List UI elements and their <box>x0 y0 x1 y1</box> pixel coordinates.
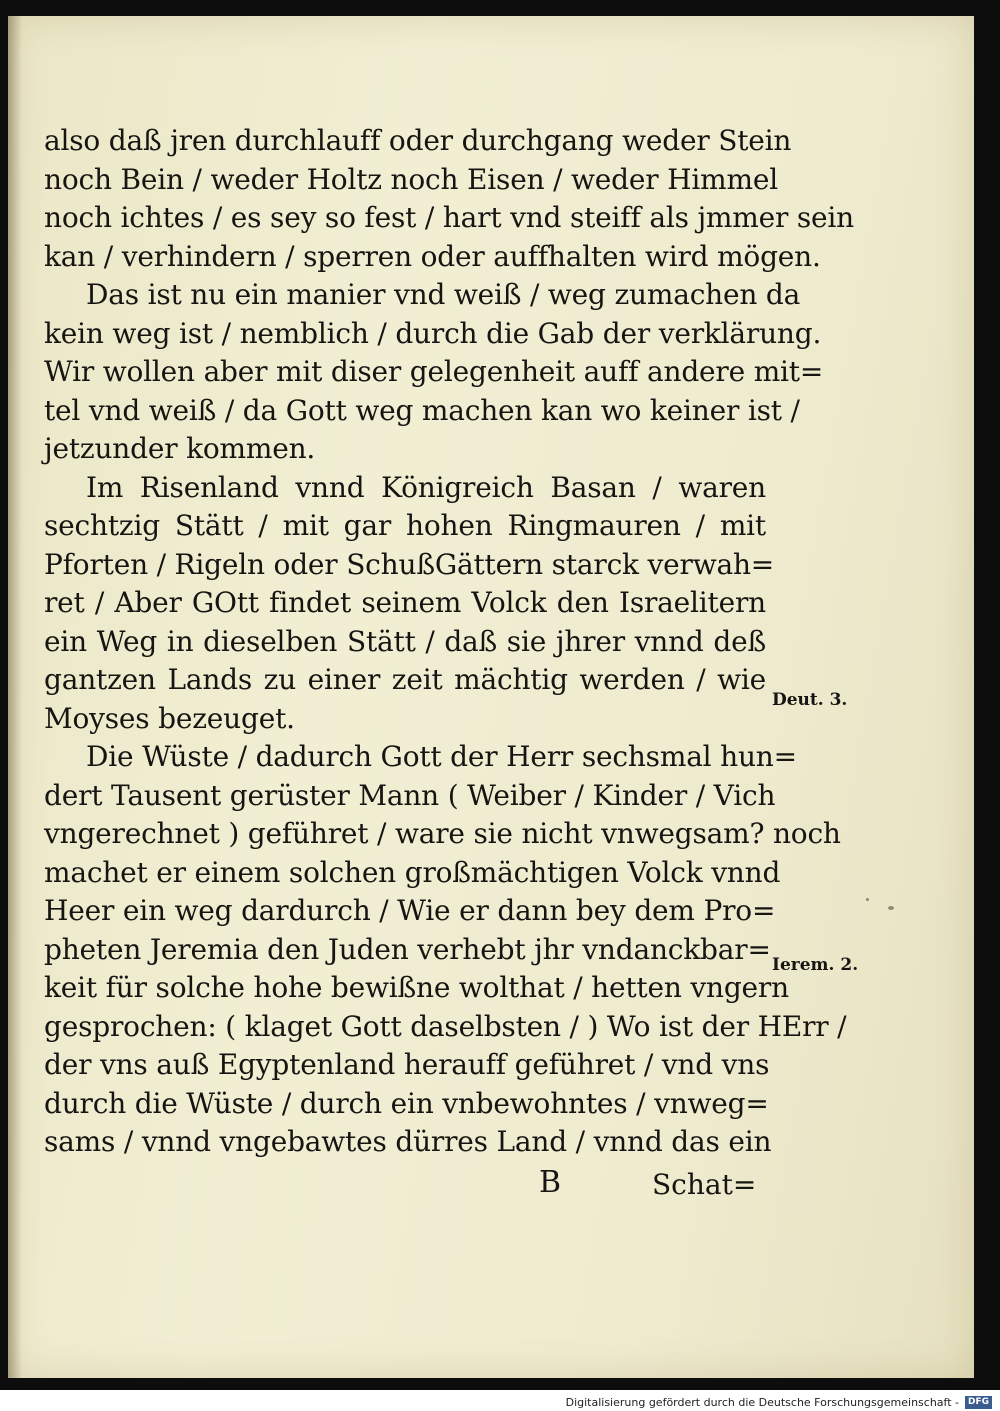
text-line: gantzen Lands zu einer zeit mächtig werden / wie <box>44 663 766 696</box>
text-line: keit für solche hohe bewißne wolthat / hetten vngern <box>44 971 789 1004</box>
paper-speck <box>888 906 894 910</box>
paper-speck <box>866 898 869 901</box>
signature-mark: B <box>538 1165 562 1200</box>
text-line: Im Risenland vnnd Königreich Basan / waren <box>86 470 766 504</box>
text-line: ein Weg in dieselben Stätt / daß sie jhrer vnnd deß <box>44 624 766 658</box>
footer <box>566 1394 992 1410</box>
text-line: vngerechnet ) geführet / ware sie nicht vnwegsam? noch <box>44 817 841 850</box>
text-line: Pforten / Rigeln oder SchußGättern starck verwah= <box>44 547 775 581</box>
text-line: pheten Jeremia den Juden verhebt jhr vndanckbar= <box>44 932 771 966</box>
catchword: Schat= <box>652 1168 757 1201</box>
margin-note-deut: Deut. 3. <box>772 690 848 710</box>
text-line: sechtzig Stätt / mit gar hohen Ringmauren / mit <box>44 509 766 542</box>
dfg-logo-icon: DFG <box>965 1396 992 1409</box>
text-line: noch Bein / weder Holtz noch Eisen / weder Himmel <box>44 162 778 196</box>
text-line: also daß jren durchlauff oder durchgang weder Stein <box>44 124 792 157</box>
text-line: der vns auß Egyptenland herauff geführet / vnd vns <box>44 1048 770 1081</box>
text-line: dert Tausent gerüster Mann ( Weiber / Kinder / Vich <box>44 778 776 812</box>
text-line: gesprochen: ( klaget Gott daselbsten / ) Wo ist der HErr / <box>44 1009 847 1043</box>
text-line: kan / verhindern / sperren oder auffhalten wird mögen. <box>44 239 821 273</box>
text-line: noch ichtes / es sey so fest / hart vnd steiff als jmmer sein <box>44 201 855 234</box>
text-line: ret / Aber GOtt findet seinem Volck den Israelitern <box>44 586 766 619</box>
text-line: Das ist nu ein manier vnd weiß / weg zumachen da <box>86 278 801 311</box>
margin-note-ierem: Ierem. 2. <box>772 955 859 975</box>
text-line: Wir wollen aber mit diser gelegenheit auff andere mit= <box>44 355 824 388</box>
text-line: machet er einem solchen großmächtigen Volck vnnd <box>44 855 781 889</box>
text-line: sams / vnnd vngebawtes dürres Land / vnnd das ein <box>44 1125 772 1158</box>
text-line: Die Wüste / dadurch Gott der Herr sechsmal hun= <box>86 740 797 773</box>
text-line: durch die Wüste / durch ein vnbewohntes / vnweg= <box>44 1086 769 1120</box>
text-line: tel vnd weiß / da Gott weg machen kan wo keiner ist / <box>44 393 800 427</box>
text-line: jetzunder kommen. <box>44 432 316 465</box>
text-line: Heer ein weg dardurch / Wie er dann bey dem Pro= <box>44 894 776 927</box>
footer-text: Digitalisierung gefördert durch die Deutsche Forschungsgemeinschaft - <box>565 1395 959 1409</box>
text-line: Moyses bezeuget. <box>44 701 295 735</box>
text-line: kein weg ist / nemblich / durch die Gab der verklärung. <box>44 316 822 350</box>
